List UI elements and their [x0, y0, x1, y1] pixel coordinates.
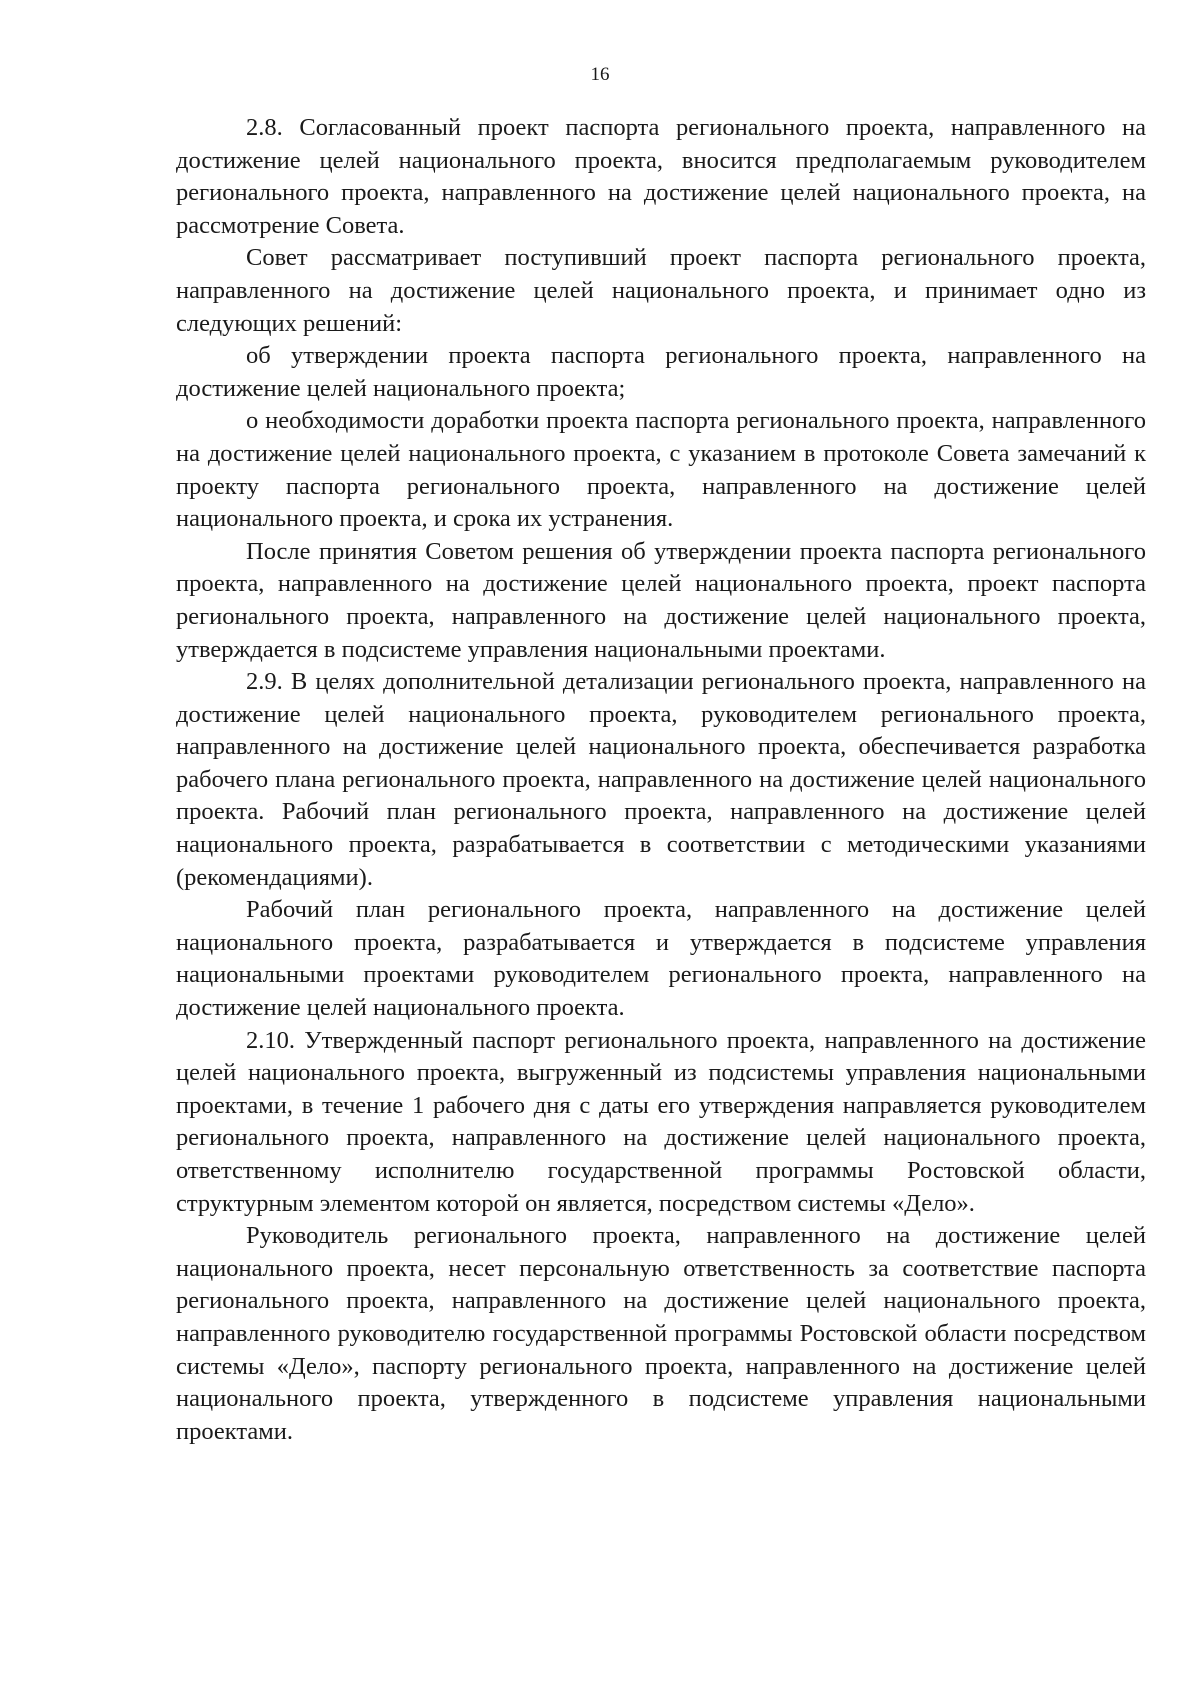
paragraph-council-review: Совет рассматривает поступивший проект паспорта регионального проекта, направленного на достижение целей национального проекта, и принимает одно из следующих решений: [176, 244, 1146, 337]
page-number: 16 [590, 64, 610, 85]
paragraph-decision-approve: об утверждении проекта паспорта регионального проекта, направленного на достижение целей национального проекта; [176, 342, 1146, 402]
paragraph-2-8: 2.8. Согласованный проект паспорта регионального проекта, направленного на достижение целей национального проекта, вносится предполагаемым руководителем регионального проекта, направленного на достижение целей национального проекта, на рассмотрение Совета. [176, 114, 1146, 239]
document-body [176, 112, 1146, 1448]
paragraph-after-approval: После принятия Советом решения об утверждении проекта паспорта регионального проекта, направленного на достижение целей национального проекта, проект паспорта регионального проекта, направленного на достижение целей национального проекта, утверждается в подсистеме управления национальными проектами. [176, 537, 1146, 663]
paragraph-responsibility: Руководитель регионального проекта, направленного на достижение целей национального проекта, несет персональную ответственность за соответствие паспорта регионального проекта, направленного на достижение целей национального проекта, направленного руководителю государственной программы Ростовской области посредством системы «Дело», паспорту регионального проекта, направленного на достижение целей национального проекта, утвержденного в подсистеме управления национальными проектами. [176, 1222, 1146, 1445]
paragraph-decision-revise: о необходимости доработки проекта паспорта регионального проекта, направленного на достижение целей национального проекта, с указанием в протоколе Совета замечаний к проекту паспорта регионального проекта, направленного на достижение целей национального проекта, и срока их устранения. [176, 407, 1146, 533]
paragraph-2-9: 2.9. В целях дополнительной детализации регионального проекта, направленного на достижение целей национального проекта, руководителем регионального проекта, направленного на достижение целей национального проекта, обеспечивается разработка рабочего плана регионального проекта, направленного на достижение целей национального проекта. Рабочий план регионального проекта, направленного на достижение целей национального проекта, разрабатывается в соответствии с методическими указаниями (рекомендациями). [176, 668, 1146, 891]
paragraph-work-plan: Рабочий план регионального проекта, направленного на достижение целей национального проекта, разрабатывается и утверждается в подсистеме управления национальными проектами руководителем регионального проекта, направленного на достижение целей национального проекта. [176, 896, 1146, 1022]
paragraph-2-10: 2.10. Утвержденный паспорт регионального проекта, направленного на достижение целей национального проекта, выгруженный из подсистемы управления национальными проектами, в течение 1 рабочего дня с даты его утверждения направляется руководителем регионального проекта, направленного на достижение целей национального проекта, ответственному исполнителю государственной программы Ростовской области, структурным элементом которой он является, посредством системы «Дело». [176, 1026, 1146, 1217]
